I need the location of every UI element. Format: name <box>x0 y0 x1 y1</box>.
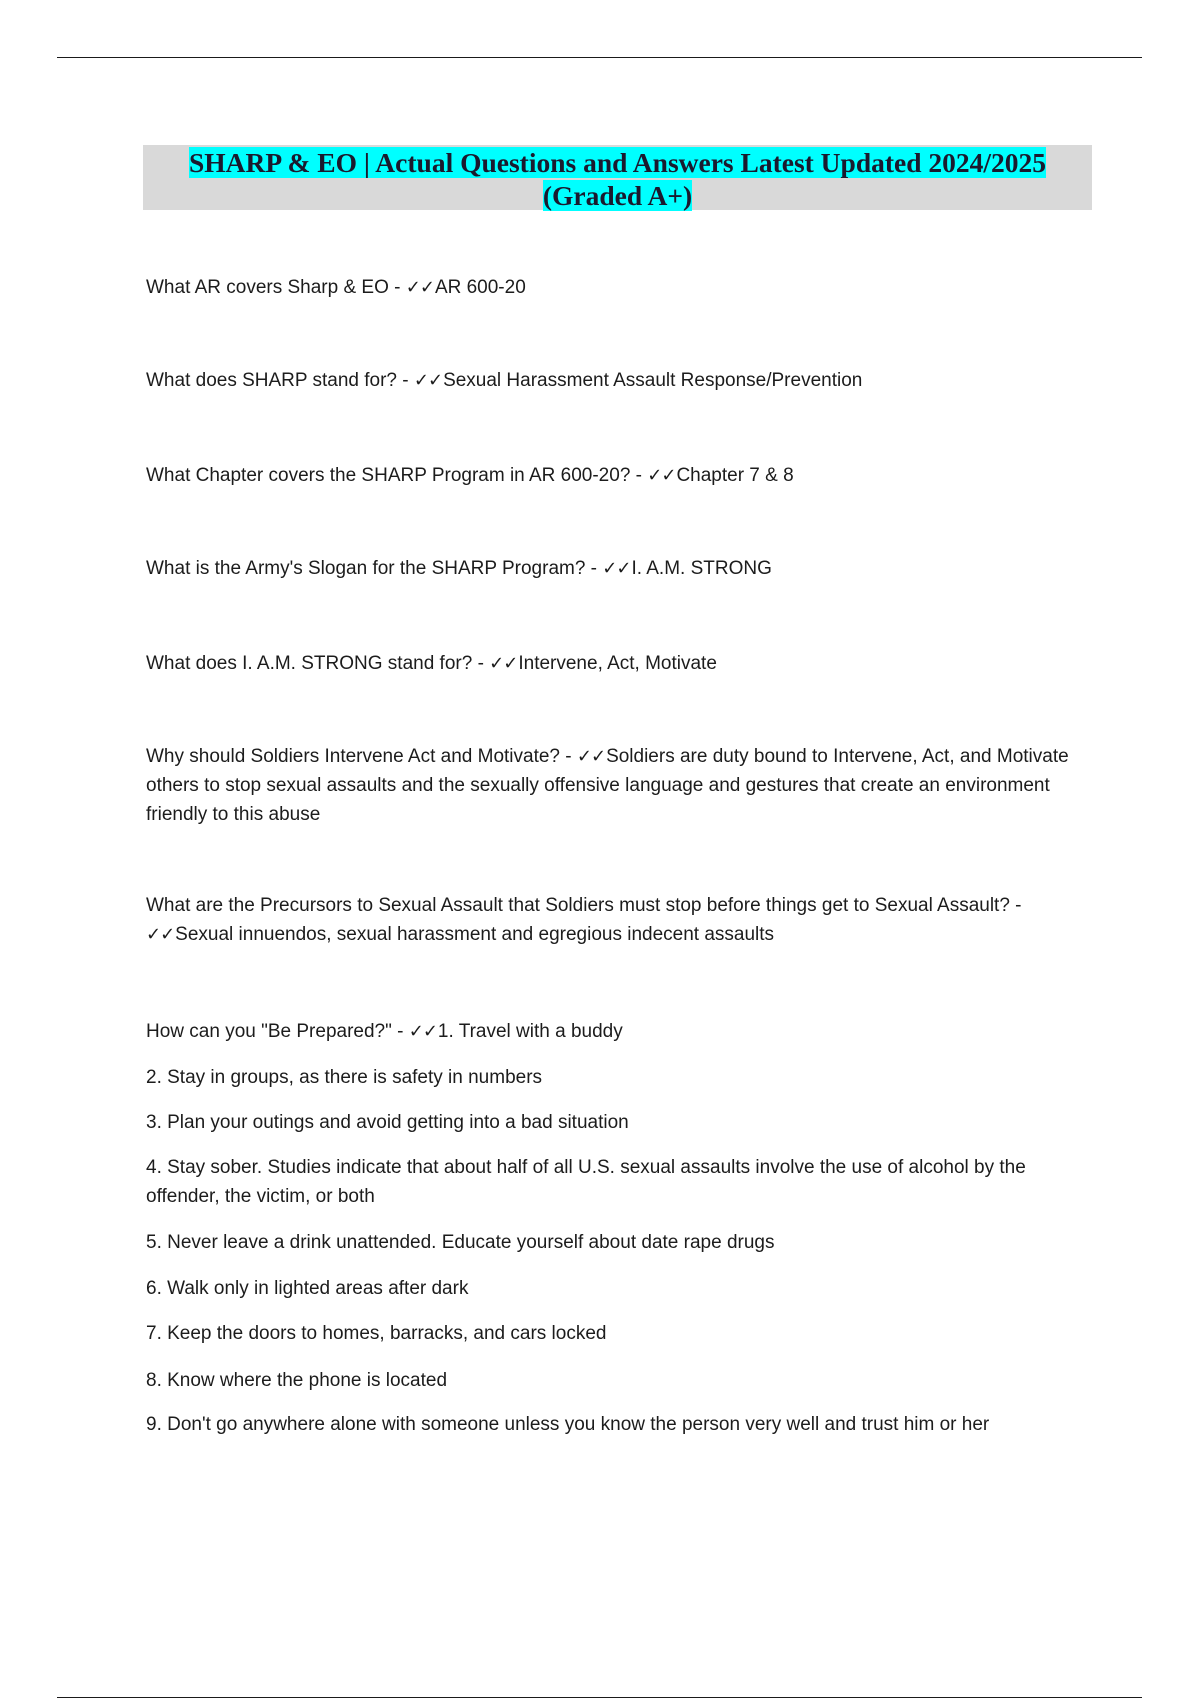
answer-text: AR 600-20 <box>434 277 526 298</box>
question-text: What is the Army's Slogan for the SHARP Program? - <box>146 558 603 579</box>
check-icon: ✓✓ <box>408 1021 437 1042</box>
check-icon: ✓✓ <box>576 746 606 767</box>
qa-item-4 <box>146 554 1086 583</box>
question-text: What AR covers Sharp & EO - <box>146 277 406 298</box>
question-text: Why should Soldiers Intervene Act and Motivate? - <box>146 746 577 767</box>
list-item: 6. Walk only in lighted areas after dark <box>146 1278 469 1299</box>
question-text: How can you "Be Prepared?" - <box>146 1021 409 1042</box>
check-icon: ✓✓ <box>602 558 631 579</box>
bottom-rule <box>57 1697 1142 1698</box>
list-item: 7. Keep the doors to homes, barracks, and cars locked <box>146 1323 607 1344</box>
title-line-2: (Graded A+) <box>542 180 693 211</box>
list-item: 5. Never leave a drink unattended. Educate yourself about date rape drugs <box>146 1232 775 1253</box>
qa-item-1 <box>146 273 1086 302</box>
page-title <box>143 146 1092 212</box>
check-icon: ✓✓ <box>647 465 676 486</box>
list-item: 2. Stay in groups, as there is safety in numbers <box>146 1067 543 1088</box>
qa-item-6 <box>146 742 1086 829</box>
title-line-1: SHARP & EO | Actual Questions and Answers Latest Updated 2024/2025 <box>188 147 1047 178</box>
qa-item-2 <box>146 366 1086 395</box>
check-icon: ✓✓ <box>413 370 443 391</box>
title-banner <box>143 145 1092 210</box>
question-text: What Chapter covers the SHARP Program in AR 600-20? - <box>146 465 648 486</box>
list-item: 9. Don't go anywhere alone with someone unless you know the person very well and trust him or her <box>146 1414 990 1435</box>
answer-text: Sexual innuendos, sexual harassment and egregious indecent assaults <box>175 924 775 945</box>
answer-text: Sexual Harassment Assault Response/Prevention <box>443 370 863 391</box>
answer-text: Intervene, Act, Motivate <box>518 653 717 674</box>
list-item: 4. Stay sober. Studies indicate that about half of all U.S. sexual assaults involve the use of alcohol by the offender, the victim, or both <box>146 1157 1026 1207</box>
top-rule <box>57 57 1142 58</box>
check-icon: ✓✓ <box>405 277 434 298</box>
qa-item-8 <box>146 1017 1086 1046</box>
qa-item-7 <box>146 891 1086 949</box>
answer-text: I. A.M. STRONG <box>631 558 772 579</box>
qa-item-3 <box>146 461 1086 490</box>
check-icon: ✓✓ <box>489 653 518 674</box>
check-icon: ✓✓ <box>146 924 175 945</box>
question-text: What does I. A.M. STRONG stand for? - <box>146 653 490 674</box>
list-item: 3. Plan your outings and avoid getting into a bad situation <box>146 1112 629 1133</box>
list-item: 8. Know where the phone is located <box>146 1370 448 1391</box>
answer-text: 1. Travel with a buddy <box>437 1021 623 1042</box>
question-text: What does SHARP stand for? - <box>146 370 414 391</box>
qa-item-5 <box>146 649 1086 678</box>
question-text: What are the Precursors to Sexual Assault that Soldiers must stop before things get to Sexual Assault? - <box>146 895 1022 916</box>
answer-text: Soldiers are duty bound to Intervene, Act, and Motivate others to stop sexual assaults and the sexually offensive language and gestures that create an environment friendly to this abuse <box>146 746 1069 825</box>
answer-text: Chapter 7 & 8 <box>676 465 794 486</box>
